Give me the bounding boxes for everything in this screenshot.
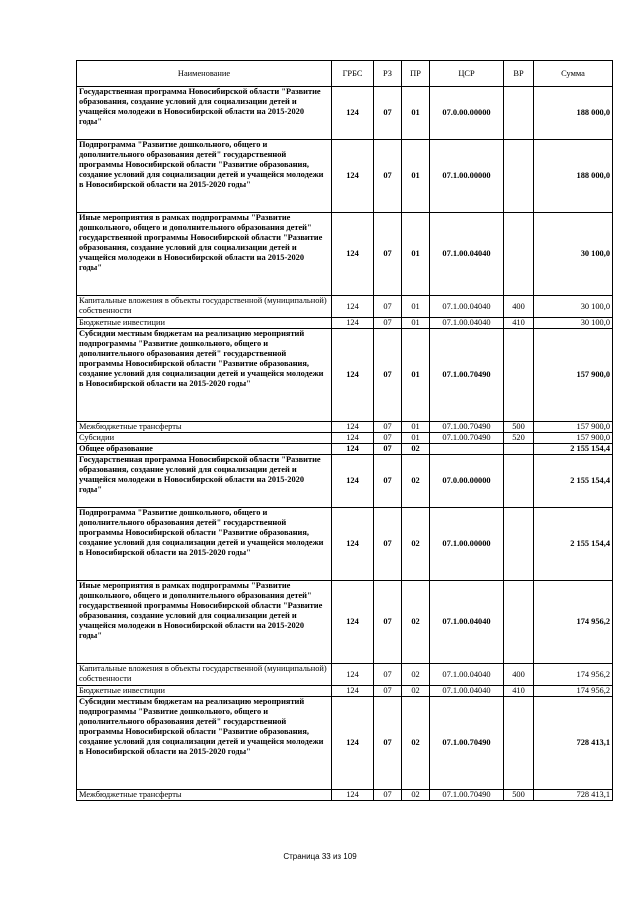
cell-pr: 02 [402,664,430,686]
cell-sum: 728 413,1 [534,697,613,790]
cell-grbs: 124 [332,329,374,422]
cell-rz: 07 [374,329,402,422]
cell-csr: 07.1.00.04040 [430,296,504,318]
cell-name: Капитальные вложения в объекты государственной (муниципальной) собственности [77,296,332,318]
cell-name: Бюджетные инвестиции [77,318,332,329]
cell-vr [504,455,534,508]
header-pr: ПР [402,61,430,87]
table-row [77,790,613,801]
header-rz: РЗ [374,61,402,87]
cell-vr: 400 [504,664,534,686]
table-row [77,664,613,686]
cell-sum: 174 956,2 [534,664,613,686]
cell-name: Межбюджетные трансферты [77,790,332,801]
cell-sum: 174 956,2 [534,581,613,664]
cell-pr: 02 [402,686,430,697]
cell-sum: 30 100,0 [534,318,613,329]
cell-rz: 07 [374,140,402,213]
cell-pr: 01 [402,213,430,296]
table-row [77,87,613,140]
cell-csr: 07.1.00.00000 [430,140,504,213]
cell-name: Государственная программа Новосибирской области "Развитие образования, создание условий для социализации детей и учащейся молодежи в Новосибирской области на 2015-2020 годы" [77,455,332,508]
cell-sum: 157 900,0 [534,433,613,444]
cell-name: Иные мероприятия в рамках подпрограммы "Развитие дошкольного, общего и дополнительного образования детей" государственной программы Новосибирской области "Развитие образования, создание условий для социализации детей и учащейся молодежи в Новосибирской области на 2015-2020 годы" [77,213,332,296]
cell-name: Подпрограмма "Развитие дошкольного, общего и дополнительного образования детей" государственной программы Новосибирской области "Развитие образования, создание условий для социализации детей и учащейся молодежи в Новосибирской области на 2015-2020 годы" [77,140,332,213]
cell-grbs: 124 [332,422,374,433]
cell-name: Общее образование [77,444,332,455]
cell-sum: 174 956,2 [534,686,613,697]
cell-vr: 410 [504,318,534,329]
cell-grbs: 124 [332,697,374,790]
table-row [77,329,613,422]
cell-vr: 410 [504,686,534,697]
cell-grbs: 124 [332,508,374,581]
cell-grbs: 124 [332,87,374,140]
cell-csr: 07.1.00.70490 [430,422,504,433]
cell-vr: 500 [504,790,534,801]
cell-rz: 07 [374,508,402,581]
cell-rz: 07 [374,433,402,444]
cell-csr: 07.1.00.04040 [430,686,504,697]
cell-name: Субсидии [77,433,332,444]
cell-grbs: 124 [332,318,374,329]
table-row [77,444,613,455]
cell-grbs: 124 [332,296,374,318]
cell-pr: 01 [402,318,430,329]
cell-grbs: 124 [332,581,374,664]
cell-sum: 188 000,0 [534,140,613,213]
cell-grbs: 124 [332,433,374,444]
cell-vr [504,213,534,296]
cell-sum: 157 900,0 [534,329,613,422]
cell-rz: 07 [374,213,402,296]
cell-sum: 188 000,0 [534,87,613,140]
table-row [77,686,613,697]
cell-rz: 07 [374,318,402,329]
cell-vr [504,444,534,455]
cell-pr: 01 [402,329,430,422]
table-row [77,508,613,581]
budget-table [76,60,613,801]
table-row [77,455,613,508]
cell-grbs: 124 [332,790,374,801]
cell-pr: 01 [402,433,430,444]
header-vr: ВР [504,61,534,87]
cell-name: Подпрограмма "Развитие дошкольного, общего и дополнительного образования детей" государственной программы Новосибирской области "Развитие образования, создание условий для социализации детей и учащейся молодежи в Новосибирской области на 2015-2020 годы" [77,508,332,581]
cell-grbs: 124 [332,686,374,697]
cell-csr: 07.1.00.04040 [430,664,504,686]
cell-csr: 07.1.00.00000 [430,508,504,581]
table-row [77,422,613,433]
cell-vr [504,87,534,140]
cell-sum: 30 100,0 [534,213,613,296]
cell-name: Капитальные вложения в объекты государственной (муниципальной) собственности [77,664,332,686]
cell-csr: 07.1.00.70490 [430,790,504,801]
header-grbs: ГРБС [332,61,374,87]
cell-vr [504,329,534,422]
cell-rz: 07 [374,664,402,686]
table-header-row [77,61,613,87]
cell-vr [504,697,534,790]
cell-rz: 07 [374,455,402,508]
cell-pr: 02 [402,444,430,455]
cell-pr: 02 [402,697,430,790]
cell-vr: 500 [504,422,534,433]
cell-rz: 07 [374,422,402,433]
cell-vr: 400 [504,296,534,318]
cell-csr: 07.0.00.00000 [430,455,504,508]
cell-sum: 30 100,0 [534,296,613,318]
cell-csr: 07.1.00.04040 [430,581,504,664]
cell-grbs: 124 [332,213,374,296]
cell-sum: 2 155 154,4 [534,455,613,508]
cell-csr: 07.1.00.04040 [430,213,504,296]
cell-vr [504,581,534,664]
cell-rz: 07 [374,790,402,801]
table-row [77,433,613,444]
header-sum: Сумма [534,61,613,87]
cell-pr: 02 [402,790,430,801]
cell-csr [430,444,504,455]
cell-vr: 520 [504,433,534,444]
cell-name: Иные мероприятия в рамках подпрограммы "Развитие дошкольного, общего и дополнительного образования детей" государственной программы Новосибирской области "Развитие образования, создание условий для социализации детей и учащейся молодежи в Новосибирской области на 2015-2020 годы" [77,581,332,664]
cell-csr: 07.1.00.04040 [430,318,504,329]
cell-sum: 157 900,0 [534,422,613,433]
cell-name: Межбюджетные трансферты [77,422,332,433]
cell-name: Субсидии местным бюджетам на реализацию мероприятий подпрограммы "Развитие дошкольного, общего и дополнительного образования детей" государственной программы Новосибирской области "Развитие образования, создание условий для социализации детей и учащейся молодежи в Новосибирской области на 2015-2020 годы" [77,329,332,422]
cell-rz: 07 [374,581,402,664]
cell-sum: 728 413,1 [534,790,613,801]
table-row [77,318,613,329]
cell-pr: 01 [402,296,430,318]
cell-name: Государственная программа Новосибирской области "Развитие образования, создание условий для социализации детей и учащейся молодежи в Новосибирской области на 2015-2020 годы" [77,87,332,140]
cell-rz: 07 [374,686,402,697]
cell-grbs: 124 [332,444,374,455]
cell-csr: 07.0.00.00000 [430,87,504,140]
page-number: Страница 33 из 109 [283,852,357,861]
cell-rz: 07 [374,87,402,140]
table-row [77,296,613,318]
table-row [77,213,613,296]
table-row [77,581,613,664]
document-page [76,60,612,801]
header-name: Наименование [77,61,332,87]
cell-rz: 07 [374,444,402,455]
table-row [77,140,613,213]
cell-name: Субсидии местным бюджетам на реализацию мероприятий подпрограммы "Развитие дошкольного, общего и дополнительного образования детей" государственной программы Новосибирской области "Развитие образования, создание условий для социализации детей и учащейся молодежи в Новосибирской области на 2015-2020 годы" [77,697,332,790]
cell-csr: 07.1.00.70490 [430,697,504,790]
cell-pr: 01 [402,87,430,140]
cell-vr [504,140,534,213]
cell-pr: 01 [402,422,430,433]
cell-grbs: 124 [332,140,374,213]
cell-vr [504,508,534,581]
cell-rz: 07 [374,296,402,318]
cell-rz: 07 [374,697,402,790]
cell-pr: 02 [402,508,430,581]
table-body [77,87,613,801]
cell-pr: 02 [402,455,430,508]
cell-pr: 02 [402,581,430,664]
cell-pr: 01 [402,140,430,213]
cell-sum: 2 155 154,4 [534,508,613,581]
cell-grbs: 124 [332,664,374,686]
cell-sum: 2 155 154,4 [534,444,613,455]
header-csr: ЦСР [430,61,504,87]
cell-csr: 07.1.00.70490 [430,329,504,422]
cell-csr: 07.1.00.70490 [430,433,504,444]
cell-grbs: 124 [332,455,374,508]
table-row [77,697,613,790]
cell-name: Бюджетные инвестиции [77,686,332,697]
